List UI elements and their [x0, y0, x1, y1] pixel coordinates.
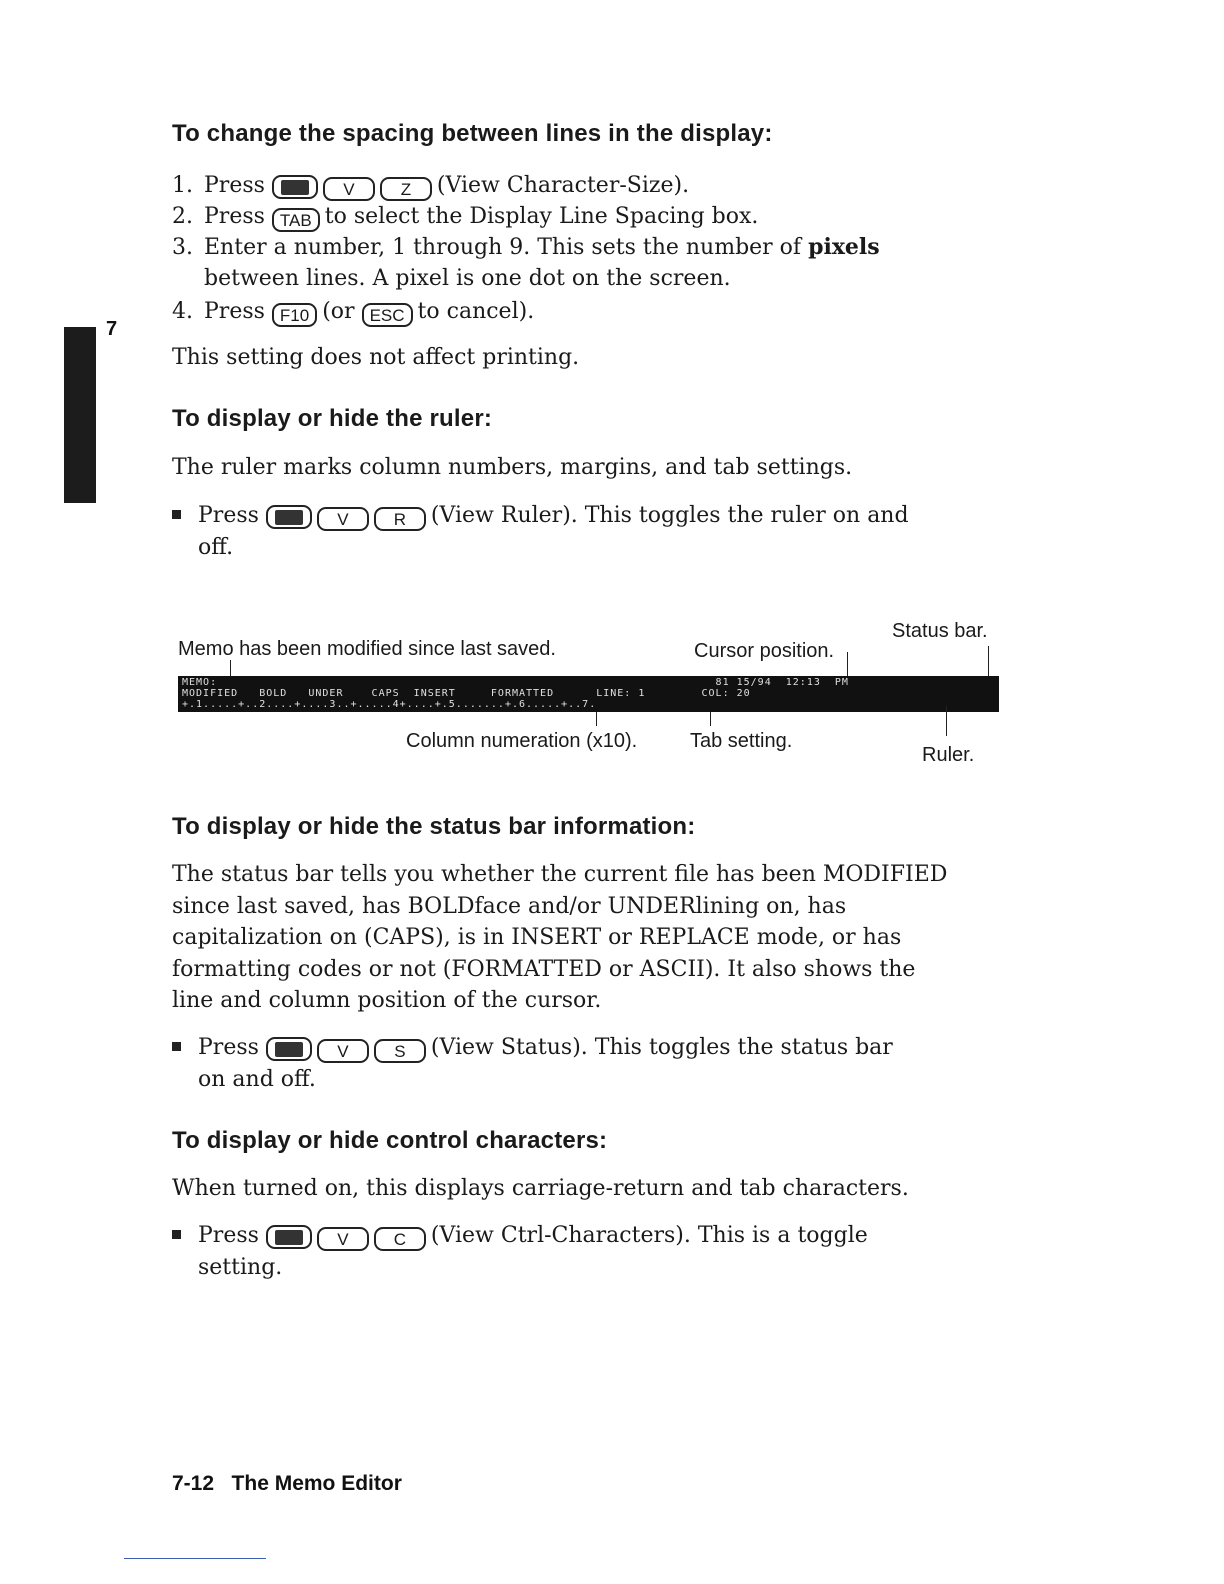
callout-status-bar: Status bar. — [892, 620, 988, 642]
callout-tab-setting: Tab setting. — [690, 730, 793, 752]
callout-column-numeration: Column numeration (x10). — [406, 730, 638, 752]
pointer-ruler — [946, 706, 947, 736]
key-f10: F10 — [272, 303, 317, 327]
callout-ruler: Ruler. — [922, 744, 975, 766]
pointer-tab — [710, 712, 711, 726]
bullet-icon — [172, 510, 181, 519]
key-s: S — [374, 1039, 426, 1063]
pointer-modified — [230, 660, 231, 676]
key-v: V — [317, 507, 369, 531]
status-bar-screenshot — [178, 676, 999, 712]
menu-key-icon — [266, 505, 312, 529]
key-esc: ESC — [362, 303, 413, 327]
screen-row-1: MEMO: 81 15/94 12:13 PM — [182, 677, 849, 688]
chapter-tab-bar — [64, 327, 96, 503]
key-c: C — [374, 1227, 426, 1251]
section-heading-ruler: To display or hide the ruler: — [172, 405, 493, 432]
section1-note: This setting does not affect printing. — [172, 345, 580, 370]
pointer-status — [988, 646, 989, 676]
pointer-column — [596, 712, 597, 726]
chapter-title: The Memo Editor — [231, 1472, 402, 1495]
section3-bullet: Press V S (View Status). This toggles the status bar — [172, 1032, 893, 1064]
step-1: 1. Press V Z (View Character-Size). — [172, 173, 690, 199]
page-footer — [172, 1472, 402, 1496]
screen-row-2: MODIFIED BOLD UNDER CAPS INSERT FORMATTED LINE: 1 COL: 20 — [182, 688, 751, 699]
step-3-cont: between lines. A pixel is one dot on the screen. — [204, 266, 731, 291]
screen-row-3: +.1.....+..2....+....3..+.....4+....+.5.......+.6.....+..7. — [182, 699, 597, 710]
step-2: 2. Press TAB to select the Display Line Spacing box. — [172, 204, 759, 230]
section2-bullet: Press V R (View Ruler). This toggles the ruler on and — [172, 500, 909, 532]
key-v: V — [317, 1039, 369, 1063]
key-tab: TAB — [272, 208, 320, 232]
section2-bullet-cont: off. — [198, 535, 234, 560]
bullet-icon — [172, 1230, 181, 1239]
section3-bullet-cont: on and off. — [198, 1067, 316, 1092]
section-heading-control-characters: To display or hide control characters: — [172, 1127, 608, 1154]
callout-modified: Memo has been modified since last saved. — [178, 638, 556, 660]
bullet-icon — [172, 1042, 181, 1051]
page-number: 7-12 — [172, 1472, 215, 1495]
key-v: V — [323, 177, 375, 201]
section-heading-line-spacing: To change the spacing between lines in the display: — [172, 120, 773, 147]
chapter-number: 7 — [106, 318, 118, 340]
menu-key-icon — [272, 175, 318, 199]
callout-cursor-position: Cursor position. — [694, 640, 835, 662]
menu-key-icon — [266, 1225, 312, 1249]
section-heading-status-bar: To display or hide the status bar information: — [172, 813, 696, 840]
section2-intro: The ruler marks column numbers, margins, and tab settings. — [172, 455, 853, 480]
step-3: 3. Enter a number, 1 through 9. This sets the number of pixels — [172, 234, 880, 260]
footer-rule — [124, 1558, 266, 1559]
key-z: Z — [380, 177, 432, 201]
key-r: R — [374, 507, 426, 531]
step-4: 4. Press F10 (or ESC to cancel). — [172, 299, 535, 325]
menu-key-icon — [266, 1037, 312, 1061]
section3-para: The status bar tells you whether the current file has been MODIFIED since last saved, has BOLDface and/or UNDERlining on, has capitalization on (CAPS), is in INSERT or REPLACE mode, or has formatting codes or not (FORMATTED or ASCII). It also shows the line and column position of the cursor. — [172, 862, 948, 1013]
pointer-cursor — [847, 652, 848, 676]
section4-intro: When turned on, this displays carriage-return and tab characters. — [172, 1176, 909, 1201]
section4-bullet-cont: setting. — [198, 1255, 283, 1280]
key-v: V — [317, 1227, 369, 1251]
section4-bullet: Press V C (View Ctrl-Characters). This is a toggle — [172, 1220, 868, 1252]
